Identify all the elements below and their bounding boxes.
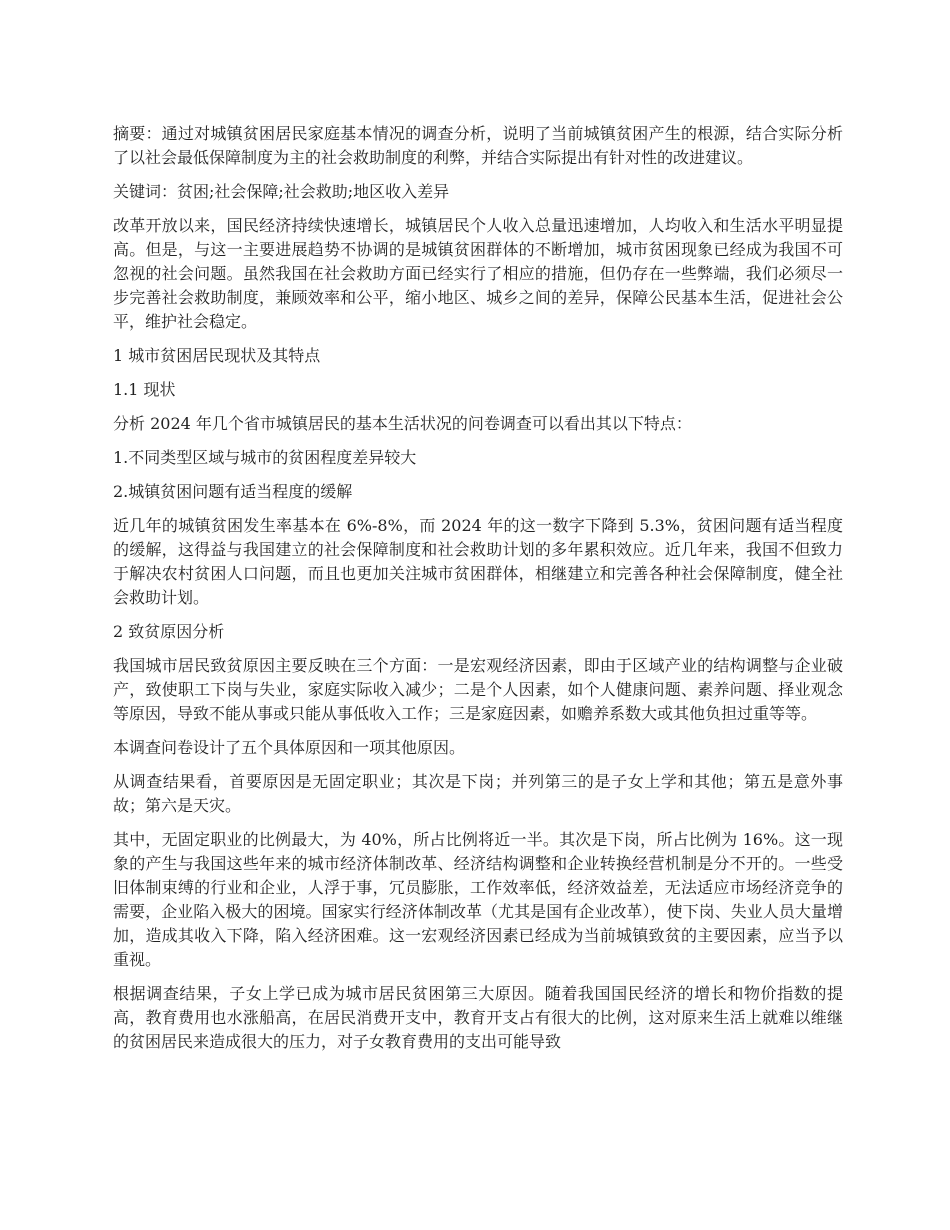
causes-paragraph: 我国城市居民致贫原因主要反映在三个方面：一是宏观经济因素，即由于区域产业的结构调整与企业破产，致使职工下岗与失业，家庭实际收入减少；二是个人因素，如个人健康问题、素养问题、择业观念等原因，导致不能从事或只能从事低收入工作；三是家庭因素，如赡养系数大或其他负担过重等等。: [113, 656, 843, 723]
abstract-paragraph: 摘要：通过对城镇贫困居民家庭基本情况的调查分析，说明了当前城镇贫困产生的根源，结合实际分析了以社会最低保障制度为主的社会救助制度的利弊，并结合实际提出有针对性的改进建议。: [113, 124, 843, 167]
point-2-paragraph: 近几年的城镇贫困发生率基本在 6%-8%，而 2024 年的这一数字下降到 5.3%，贫困问题有适当程度的缓解，这得益与我国建立的社会保障制度和社会救助计划的多年累积效应。近几年来，我国不但致力于解决农村贫困人口问题，而且也更加关注城市贫困群体，相继建立和完善各种社会保障制度，健全社会救助计划。: [113, 516, 843, 607]
section-heading-1: 1 城市贫困居民现状及其特点: [113, 346, 321, 365]
section-heading-2: 2 致贫原因分析: [113, 622, 225, 641]
subsection-heading-1-1: 1.1 现状: [113, 380, 176, 399]
detail-paragraph: 其中，无固定职业的比例最大，为 40%，所占比例将近一半。其次是下岗，所占比例为 16%。这一现象的产生与我国这些年来的城市经济体制改革、经济结构调整和企业转换经营机制是分不开的。一些受旧体制束缚的行业和企业，人浮于事，冗员膨胀，工作效率低，经济效益差，无法适应市场经济竞争的需要，企业陷入极大的困境。国家实行经济体制改革（尤其是国有企业改革），使下岗、失业人员大量增加，造成其收入下降，陷入经济困难。这一宏观经济因素已经成为当前城镇致贫的主要因素，应当予以重视。: [113, 830, 843, 969]
intro-paragraph: 改革开放以来，国民经济持续快速增长，城镇居民个人收入总量迅速增加，人均收入和生活水平明显提高。但是，与这一主要进展趋势不协调的是城镇贫困群体的不断增加，城市贫困现象已经成为我国不可忽视的社会问题。虽然我国在社会救助方面已经实行了相应的措施，但仍存在一些弊端，我们必须尽一步完善社会救助制度，兼顾效率和公平，缩小地区、城乡之间的差异，保障公民基本生活，促进社会公平，维护社会稳定。: [113, 216, 843, 331]
point-1-heading: 1.不同类型区域与城市的贫困程度差异较大: [113, 448, 417, 467]
questionnaire-paragraph: 本调查问卷设计了五个具体原因和一项其他原因。: [113, 738, 466, 757]
results-paragraph: 从调查结果看，首要原因是无固定职业；其次是下岗；并列第三的是子女上学和其他；第五是意外事故；第六是天灾。: [113, 772, 843, 815]
survey-intro-paragraph: 分析 2024 年几个省市城镇居民的基本生活状况的问卷调查可以看出其以下特点：: [113, 414, 692, 433]
point-2-heading: 2.城镇贫困问题有适当程度的缓解: [113, 482, 353, 501]
education-paragraph: 根据调查结果，子女上学已成为城市居民贫困第三大原因。随着我国国民经济的增长和物价指数的提高，教育费用也水涨船高，在居民消费开支中，教育开支占有很大的比例，这对原来生活上就难以维继的贫困居民来造成很大的压力，对子女教育费用的支出可能导致: [113, 984, 843, 1051]
keywords-paragraph: 关键词：贫困;社会保障;社会救助;地区收入差异: [113, 182, 450, 201]
document-page: [113, 122, 843, 1064]
